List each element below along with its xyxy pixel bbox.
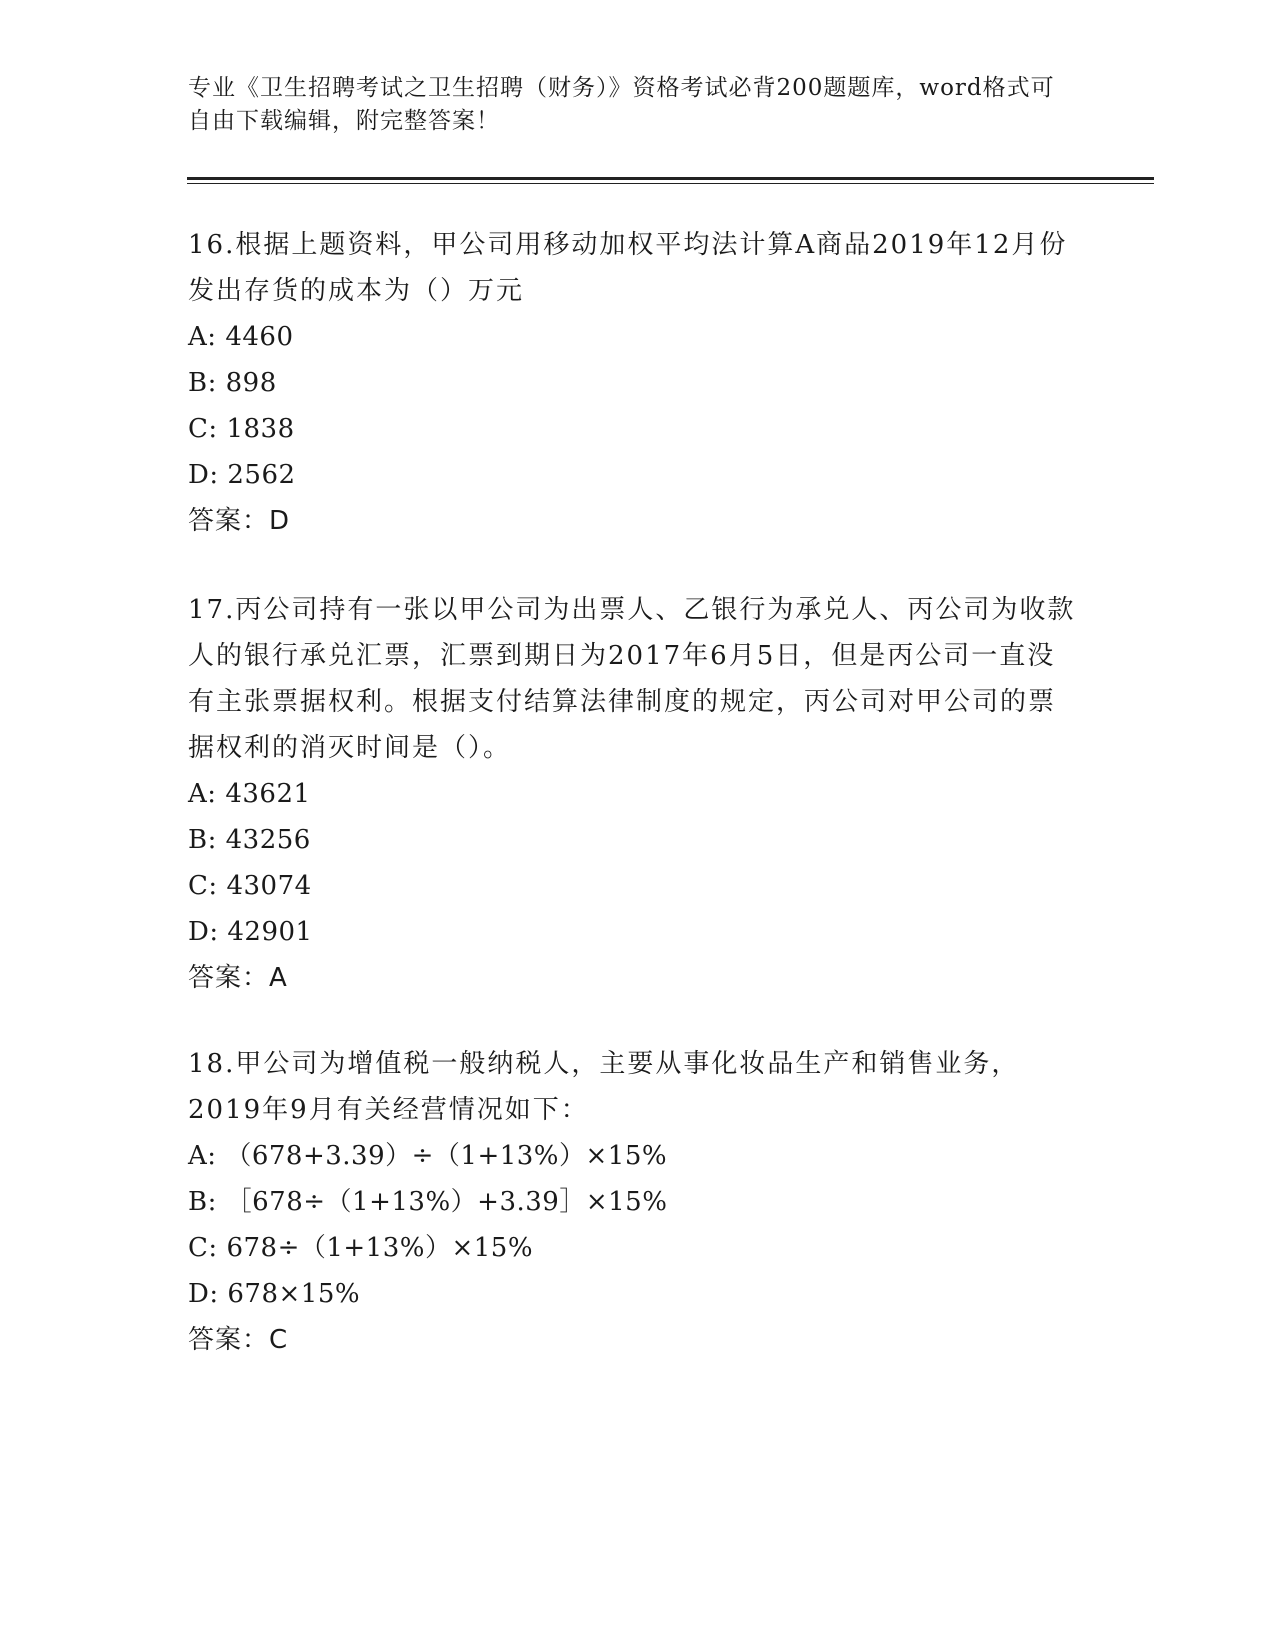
option-c xyxy=(188,406,1078,452)
option-text: 43256 xyxy=(225,825,311,855)
option-text: 898 xyxy=(225,368,277,398)
option-key: D : xyxy=(188,1279,227,1309)
option-text: 1838 xyxy=(226,414,295,444)
question-17 xyxy=(188,587,1078,1001)
document-header: 专业《卫生招聘考试之卫生招聘（财务）》资格考试必背200题题库，word格式可自由下载编辑，附完整答案！ xyxy=(188,75,1055,134)
option-b xyxy=(188,817,1078,863)
option-text: 678÷（1+13%）×15% xyxy=(226,1233,534,1263)
header-divider-thin xyxy=(187,183,1154,184)
question-stem: 17.丙公司持有一张以甲公司为出票人、乙银行为承兑人、丙公司为收款人的银行承兑汇票，汇票到期日为2017年6月5日，但是丙公司一直没有主张票据权利。根据支付结算法律制度的规定，丙公司对甲公司的票据权利的消灭时间是（）。 xyxy=(188,595,1076,763)
option-a xyxy=(188,771,1078,817)
option-a xyxy=(188,1133,1078,1179)
header-divider-thick xyxy=(187,177,1154,180)
option-a xyxy=(188,314,1078,360)
question-18 xyxy=(188,1041,1078,1363)
question-stem: 18.甲公司为增值税一般纳税人，主要从事化妆品生产和销售业务，2019年9月有关经营情况如下： xyxy=(188,1049,1020,1125)
option-d xyxy=(188,909,1078,955)
option-key: B : xyxy=(188,368,226,398)
option-d xyxy=(188,1271,1078,1317)
option-key: A : xyxy=(188,322,225,352)
option-c xyxy=(188,1225,1078,1271)
option-key: D : xyxy=(188,917,227,947)
question-stem: 16.根据上题资料，甲公司用移动加权平均法计算A商品2019年12月份发出存货的成本为（）万元 xyxy=(188,230,1068,306)
answer-line: 答案：C xyxy=(188,1325,289,1355)
option-text: 678×15% xyxy=(227,1279,361,1309)
option-b xyxy=(188,360,1078,406)
option-text: 43621 xyxy=(225,779,311,809)
option-text: 42901 xyxy=(227,917,313,947)
option-text: 2562 xyxy=(227,460,296,490)
option-text: （678+3.39）÷（1+13%）×15% xyxy=(225,1141,668,1171)
option-c xyxy=(188,863,1078,909)
option-key: A : xyxy=(188,1141,225,1171)
option-key: C : xyxy=(188,1233,226,1263)
option-b xyxy=(188,1179,1078,1225)
option-key: C : xyxy=(188,414,226,444)
option-text: 4460 xyxy=(225,322,294,352)
option-key: B : xyxy=(188,825,226,855)
option-d xyxy=(188,452,1078,498)
answer-line: 答案：D xyxy=(188,506,291,536)
option-key: A : xyxy=(188,779,225,809)
option-text: ［678÷（1+13%）+3.39］×15% xyxy=(225,1187,668,1217)
option-key: C : xyxy=(188,871,226,901)
option-key: B : xyxy=(188,1187,226,1217)
option-key: D : xyxy=(188,460,227,490)
answer-line: 答案：A xyxy=(188,963,288,993)
question-16 xyxy=(188,222,1078,544)
option-text: 43074 xyxy=(226,871,312,901)
